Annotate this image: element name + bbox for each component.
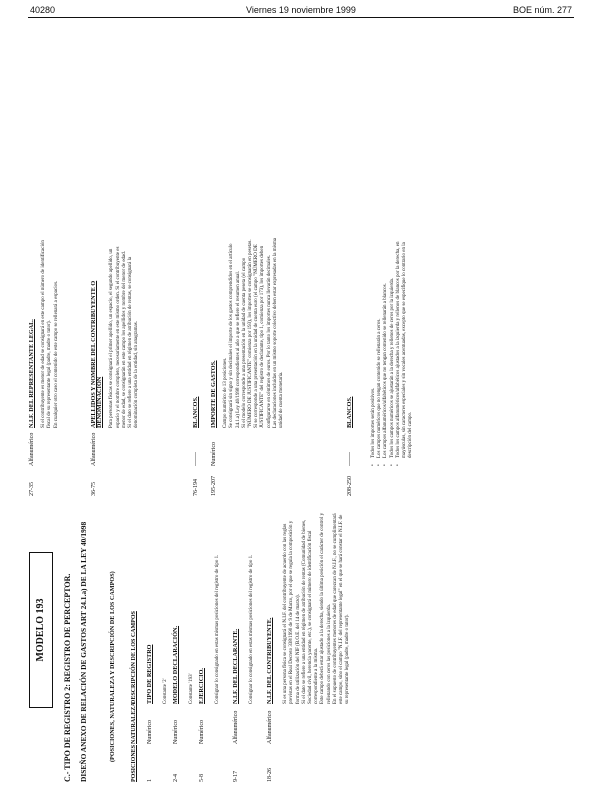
right-column <box>27 226 573 496</box>
note-item: • Todos los importes serán positivos. <box>371 236 377 466</box>
design-title: DISEÑO ANEXO DE RELACIÓN DE GASTOS ART 24.1.a) DE LA LEY 40/1998 <box>79 521 88 782</box>
field-body: Para personas físicas se consignará el primer apellido, un espacio, el segundo apellido, un espacio y el nombre completo, necesariamente en este mismo orden. Si el contribuyente es menor de edad, se consignarán en este campo los apellidos y nombre del menor de edad. <box>109 246 127 428</box>
row-nature: Alfanumérico <box>233 710 239 744</box>
col-header-positions: POSICIONES <box>131 744 137 782</box>
row-position: 27-35 <box>29 482 35 496</box>
note-item: • Los campos alfanuméricos/alfabéticos que no tengan contenido se rellenarán a blancos. <box>383 236 389 466</box>
row-position: 76-194 <box>193 479 199 496</box>
field-title: BLANCOS. <box>192 396 199 428</box>
field-body: Constante '2' <box>163 678 169 704</box>
row-position: 18-26 <box>267 768 273 782</box>
field-body: Si el dato se refiere a una entidad en régimen de atribución de rentas, se consignará la denominación completa de la entidad, sin anagramas. <box>128 256 140 428</box>
header-rule <box>28 17 574 18</box>
note-item: • Todos los campos alfanuméricos/alfabéticos ajustados a la izquierda y rellenos de blancos por la derecha, en mayúsculas, sin caracteres especiales y sin vocales acentuadas, excepto que se especifique lo contrario en la descripción del campo. <box>396 236 415 466</box>
field-body: Si el contribuyente es menor de edad se consignará en este campo el número de identificación fiscal de su representante legal (padre, madre o tutor). <box>41 240 53 428</box>
row-nature: ------- <box>193 452 199 466</box>
row-description <box>193 236 199 428</box>
rotated-page-body <box>27 24 573 782</box>
field-body: Campo numérico de 13 posiciones. <box>223 357 229 428</box>
row-description <box>173 512 195 704</box>
field-title: IMPORTE DE GASTOS. <box>210 360 217 428</box>
row-position: 9-17 <box>233 771 239 782</box>
note-item: • Los campos numéricos que no tengan contenido se rellenarán a ceros. <box>377 236 383 466</box>
row-nature: Numérico <box>173 720 179 744</box>
row-description <box>347 236 353 428</box>
row-nature: Numérico <box>147 720 153 744</box>
row-position: 1 <box>147 779 153 782</box>
field-title: APELLIDOS Y NOMBRE DEL CONTRIBUYENTE O DENOMINACION <box>90 280 104 428</box>
field-body: Consignar lo consignado en estas mismas posiciones del registro de tipo 1. <box>249 554 255 704</box>
field-title: N.I.F. DEL REPRESENTANTE LEGAL. <box>28 319 35 428</box>
field-body: En el supuesto de contribuyentes menores de edad que carezcan de N.I.F., no se cumplimentará este campo, sino el campo "N.I.F. del representante legal" en el que se hará constar el N.I.F. de su representante legal (padre, madre o tutor). <box>332 513 351 704</box>
row-position: 2-4 <box>173 774 179 782</box>
row-description <box>91 236 140 428</box>
field-title: MODELO DECLARACIÓN. <box>172 625 179 704</box>
col-header-nature: NATURALEZA <box>131 702 137 744</box>
row-description <box>233 512 255 704</box>
field-body: Las declaraciones incluidas en un mismo soporte colectivo deben estar expresadas en la misma unidad de cuenta monetaria. <box>272 237 285 428</box>
row-nature: Numérico <box>211 442 217 466</box>
field-body: Este campo deberá estar ajustado a la derecha, siendo la última posición el carácter de control y rellenando con ceros las posiciones a la izquierda. <box>320 512 332 704</box>
row-description <box>147 512 169 704</box>
section-title: C.- TIPO DE REGISTRO 2: REGISTRO DE PERCEPTOR. <box>63 573 72 782</box>
left-column <box>27 512 573 782</box>
field-body: Se consignará sin signo y sin decimales el importe de los gastos comprendidos en el artículo 24.1.a) Ley 40/1998 correspondientes al año a que se refiere el resumen anual. <box>229 243 241 428</box>
row-position: 208-250 <box>347 476 353 496</box>
row-description <box>199 512 221 704</box>
row-position: 36-75 <box>91 482 97 496</box>
row-nature: Alfanumérico <box>91 432 97 466</box>
model-title: MODELO 193 <box>29 552 53 708</box>
field-body: Constante '193' <box>189 673 195 704</box>
notes-block <box>371 236 414 466</box>
field-body: Si es una persona física se consignará el N.I.F. del contribuyente de acuerdo con las reglas previstas en el Real Decreto 338/1990 de 9 de Marzo, por el que se regula la composición y forma de utilización del NIF (B.O.E. del 14 de marzo). <box>283 520 301 704</box>
row-description <box>211 236 285 428</box>
publication-date: Viernes 19 noviembre 1999 <box>246 5 356 15</box>
note-item: • Todos los campos numéricos se ajustarán a la derecha y rellenos de ceros por la izquierda. <box>390 236 396 466</box>
row-position: 5-8 <box>199 774 205 782</box>
row-description <box>29 236 60 428</box>
field-title: N.I.F. DEL DECLARANTE. <box>232 628 239 704</box>
table-header <box>131 512 141 782</box>
positions-caption: (POSICIONES, NATURALEZA Y DESCRIPCIÓN DE LOS CAMPOS) <box>109 571 116 762</box>
field-body: Si el dato se refiere a una entidad en régimen de atribución de rentas (Comunidad de bienes, Sociedad civil, herencia yacente, etc.), se consignará el número de identificación fiscal correspondiente a la misma. <box>301 519 320 704</box>
row-nature: ------- <box>347 452 353 466</box>
field-body: Si el modelo corresponde a una presentación en la unidad de cuenta peseta (el campo "NÚMERO DE JUSTIFICANTE" comienza por 193), los importes se consignarán en pesetas. Si se corresponde a una presentación en la unidad de cuenta euro (el campo "NÚMERO DE JUSTIFICANTE" del registro de declarante, tipo 1, comienza por 173), los importes deben configurarse en céntimos de euros. Por lo tanto los importes nunca llevarán decimales. <box>241 239 272 428</box>
field-title: EJERCICIO. <box>198 668 205 704</box>
row-position: 195-207 <box>211 476 217 496</box>
col-header-description: DESCRIPCIÓN DE LOS CAMPOS <box>131 611 137 704</box>
page-number: 40280 <box>30 5 56 15</box>
field-title: N.I.F. DEL CONTRIBUYENTE. <box>266 617 273 704</box>
row-nature: Alfanumérico <box>267 710 273 744</box>
field-title: BLANCOS. <box>346 396 353 428</box>
row-description <box>267 512 351 704</box>
field-title: TIPO DE REGISTRO <box>146 644 153 704</box>
field-body: Consignar lo consignado en estas mismas posiciones del registro de tipo 1. <box>215 554 221 704</box>
row-nature: Alfanumérico <box>29 432 35 466</box>
row-nature: Numérico <box>199 720 205 744</box>
issue-number: BOE núm. 277 <box>512 5 572 15</box>
field-body: En cualquier otro caso el contenido de este campo se rellenará a espacios. <box>53 280 59 428</box>
